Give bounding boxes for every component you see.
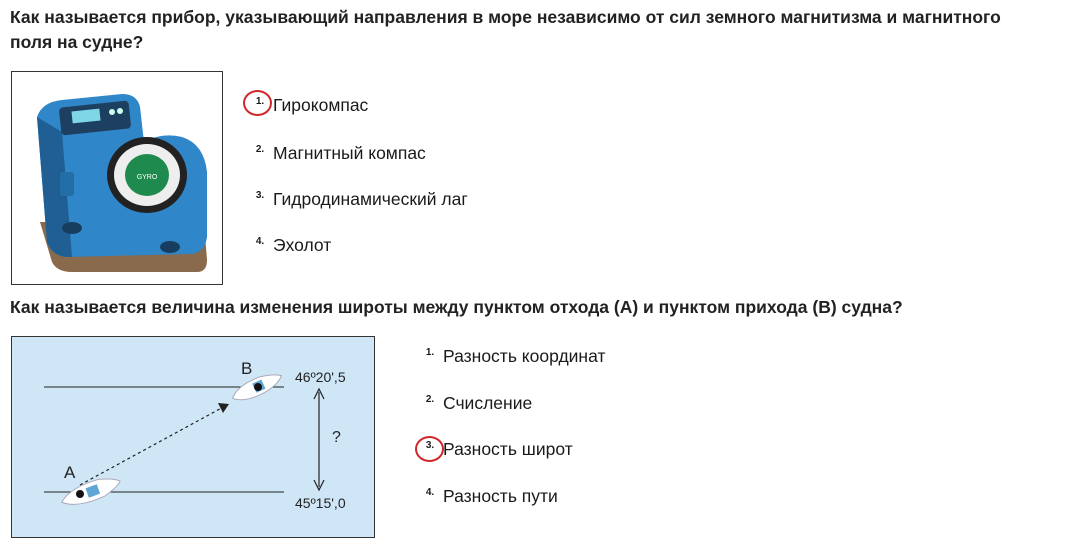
- answer-number: 3.: [425, 440, 435, 452]
- answer-text: Разность координат: [443, 346, 606, 366]
- latitude-diagram: [11, 336, 375, 538]
- question-2-text: Как называется величина изменения широты между пунктом отхода (A) и пунктом прихода (B) судна?: [10, 297, 903, 317]
- point-a-label: A: [64, 463, 76, 482]
- answer-option[interactable]: [255, 143, 426, 164]
- answer-number: 4.: [255, 236, 265, 248]
- answer-number: 1.: [425, 347, 435, 359]
- answer-text: Магнитный компас: [273, 143, 426, 163]
- answer-option[interactable]: [425, 439, 573, 460]
- svg-text:GYRO: GYRO: [136, 174, 158, 181]
- answer-option[interactable]: [425, 346, 605, 367]
- answer-text: Разность пути: [443, 486, 558, 506]
- selected-answer-circle: [243, 90, 272, 116]
- answer-option[interactable]: [425, 486, 558, 507]
- answer-option[interactable]: [255, 235, 331, 256]
- answer-text: Гирокомпас: [273, 95, 369, 115]
- answer-number: 4.: [425, 487, 435, 499]
- answer-text: Счисление: [443, 393, 533, 413]
- answer-text: Эхолот: [273, 235, 332, 255]
- answer-number: 3.: [255, 190, 265, 202]
- answer-option[interactable]: [255, 95, 368, 116]
- answer-number: 1.: [255, 96, 265, 108]
- answer-number: 2.: [425, 394, 435, 406]
- selected-answer-circle: [415, 436, 444, 462]
- question-1-text: Как называется прибор, указывающий направления в море независимо от сил земного магнитизма и магнитного поля на судне?: [10, 7, 1001, 52]
- answer-number: 2.: [255, 144, 265, 156]
- gyrocompass-device-icon: [12, 72, 222, 284]
- answer-text: Гидродинамический лаг: [273, 189, 468, 209]
- latitude-b-label: 46º20',5: [295, 369, 346, 385]
- point-b-label: B: [241, 359, 253, 378]
- question-2-answers: [425, 0, 725, 520]
- latitude-a-label: 45º15',0: [295, 495, 346, 511]
- unknown-delta-label: ?: [332, 429, 341, 446]
- answer-text: Разность широт: [443, 439, 573, 459]
- answer-option[interactable]: [425, 393, 532, 414]
- gyrocompass-image: [11, 71, 223, 285]
